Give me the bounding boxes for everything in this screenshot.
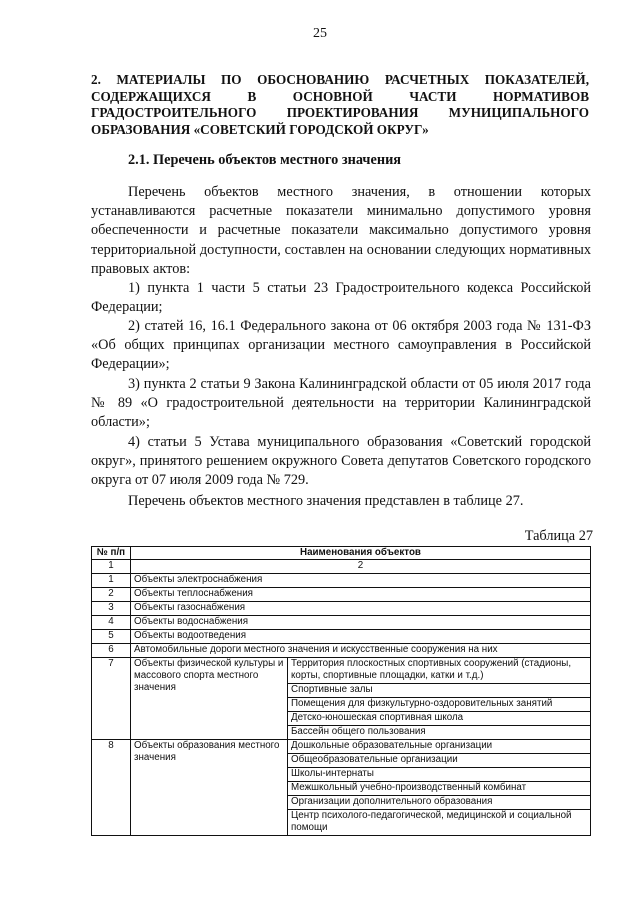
table-row [92,588,591,602]
list-item: 2) статей 16, 16.1 Федерального закона от 06 октября 2003 года № 131-ФЗ «Об общих принципах организации местного самоуправления в Российской Федерации»; [91,318,591,373]
table-cell-name: Объекты водоотведения [131,630,591,644]
section-heading-line: 2. МАТЕРИАЛЫ ПО ОБОСНОВАНИЮ РАСЧЕТНЫХ ПОКАЗАТЕЛЕЙ, [91,72,589,87]
table-cell-num: 5 [92,630,131,644]
table-cell-subitem: Школы-интернаты [288,768,591,782]
intro-paragraph: Перечень объектов местного значения, в отношении которых устанавливаются расчетные показатели минимально допустимого уровня обеспеченности и расчетные показатели максимально допустимого уровня территориальной доступности, составлен на основании следующих нормативных правовых актов: [91,184,591,277]
section-heading [91,72,589,138]
table-cell-subitem: Общеобразовательные организации [288,754,591,768]
table-index-row [92,560,591,574]
table-header-num: № п/п [92,547,131,560]
table-cell: 2 [131,560,591,574]
page-number: 25 [313,26,327,41]
table-cell-subitem: Центр психолого-педагогической, медицинской и социальной помощи [288,810,591,836]
table-header-name: Наименования объектов [131,547,591,560]
table-cell-subitem: Дошкольные образовательные организации [288,740,591,754]
table-cell: 1 [92,560,131,574]
closing-paragraph: Перечень объектов местного значения представлен в таблице 27. [128,493,524,509]
table-cell-num: 2 [92,588,131,602]
table-cell-name: Объекты газоснабжения [131,602,591,616]
table-cell-subitem: Территория плоскостных спортивных сооружений (стадионы, корты, спортивные площадки, катки и т.д.) [288,658,591,684]
objects-table [91,546,591,836]
table-cell-subitem: Детско-юношеская спортивная школа [288,712,591,726]
table-row [92,602,591,616]
table-cell-num: 7 [92,658,131,740]
table-row [92,574,591,588]
table-cell-subitem: Спортивные залы [288,684,591,698]
table-cell-name: Объекты образования местного значения [131,740,288,836]
section-heading-line: ГРАДОСТРОИТЕЛЬНОГО ПРОЕКТИРОВАНИЯ МУНИЦИПАЛЬНОГО [91,105,589,120]
table-row [92,630,591,644]
table-cell-subitem: Организации дополнительного образования [288,796,591,810]
section-heading-line: ОБРАЗОВАНИЯ «СОВЕТСКИЙ ГОРОДСКОЙ ОКРУГ» [91,121,429,137]
table-cell-name: Объекты физической культуры и массового спорта местного значения [131,658,288,740]
table-row [92,616,591,630]
table-cell-num: 4 [92,616,131,630]
list-item: 4) статьи 5 Устава муниципального образования «Советский городской округ», принятого решением окружного Совета депутатов Советского городского округа от 07 июля 2009 года № 729. [91,434,591,489]
table-cell-subitem: Помещения для физкультурно-оздоровительных занятий [288,698,591,712]
list-item: 3) пункта 2 статьи 9 Закона Калининградской области от 05 июля 2017 года № 89 «О градостроительной деятельности на территории Калининградской области»; [91,376,591,431]
table-cell-name: Объекты водоснабжения [131,616,591,630]
table-cell-num: 1 [92,574,131,588]
table-cell-num: 6 [92,644,131,658]
table-row [92,644,591,658]
table-cell-subitem: Бассейн общего пользования [288,726,591,740]
table-cell-subitem: Межшкольный учебно-производственный комбинат [288,782,591,796]
table-cell-name: Объекты электроснабжения [131,574,591,588]
table-cell-name: Объекты теплоснабжения [131,588,591,602]
table-cell-name: Автомобильные дороги местного значения и искусственные сооружения на них [131,644,591,658]
table-row [92,740,591,754]
section-heading-line: СОДЕРЖАЩИХСЯ В ОСНОВНОЙ ЧАСТИ НОРМАТИВОВ [91,88,589,104]
table-cell-num: 8 [92,740,131,836]
table-row [92,658,591,684]
subsection-heading: 2.1. Перечень объектов местного значения [128,152,402,168]
table-caption: Таблица 27 [524,528,593,544]
table-cell-num: 3 [92,602,131,616]
list-item: 1) пункта 1 части 5 статьи 23 Градостроительного кодекса Российской Федерации; [91,280,591,316]
table-header-row [92,547,591,560]
